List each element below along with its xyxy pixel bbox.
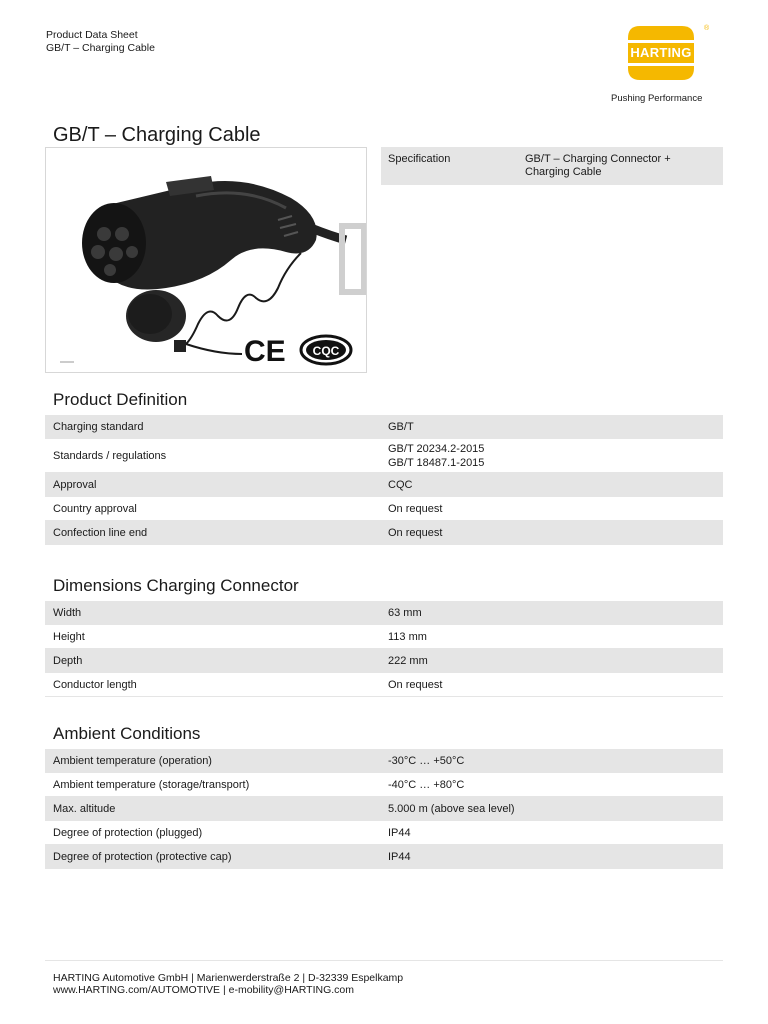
section-heading: Product Definition: [53, 390, 188, 409]
spec-label: Specification: [388, 153, 451, 165]
spec-value-line: GB/T – Charging Connector +: [525, 153, 671, 165]
row-label: Width: [53, 607, 82, 619]
row-label: Ambient temperature (operation): [53, 755, 212, 767]
row-label: Standards / regulations: [53, 449, 167, 462]
certification-marks: [242, 334, 354, 368]
footer-contact: www.HARTING.com/AUTOMOTIVE | e-mobility@HARTING.com: [53, 984, 355, 996]
table-row: [45, 797, 723, 821]
row-value: IP44: [388, 826, 411, 839]
doc-subject: GB/T – Charging Cable: [46, 42, 155, 54]
row-label: Charging standard: [53, 421, 144, 433]
row-label: Approval: [53, 479, 97, 491]
table-row: [45, 625, 723, 649]
cqc-mark-text: CQC: [312, 344, 340, 358]
spec-value: [525, 153, 716, 179]
row-value: GB/T: [388, 421, 414, 433]
logo-tagline: Pushing Performance: [611, 93, 703, 104]
dimensions-section: [45, 576, 723, 697]
logo-brand: HARTING: [630, 45, 692, 60]
table-row: [45, 845, 723, 869]
page-footer: [45, 960, 723, 996]
table-row: [45, 473, 723, 497]
row-value: IP44: [388, 851, 411, 863]
spec-value-line: Charging Cable: [525, 166, 602, 178]
product-definition-section: [45, 390, 723, 545]
row-value: [388, 442, 723, 470]
table-row: [45, 673, 723, 697]
table-row: [45, 749, 723, 773]
row-label: Degree of protection (protective cap): [53, 851, 232, 863]
row-value: On request: [388, 527, 443, 539]
row-value: 222 mm: [388, 655, 428, 667]
section-heading: Ambient Conditions: [53, 724, 201, 743]
table-row: [45, 521, 723, 545]
table-row: [45, 649, 723, 673]
row-label: Depth: [53, 655, 83, 667]
specification-box: [381, 147, 723, 185]
table-row: [45, 415, 723, 439]
row-label: Confection line end: [53, 527, 148, 539]
doc-type: Product Data Sheet: [46, 29, 138, 41]
table-row: [45, 773, 723, 797]
row-label: Max. altitude: [53, 803, 116, 815]
row-label: Ambient temperature (storage/transport): [53, 778, 250, 791]
row-value: CQC: [388, 479, 413, 491]
page-title: GB/T – Charging Cable: [53, 124, 261, 146]
row-value: 63 mm: [388, 607, 422, 619]
row-value: -40°C … +80°C: [388, 778, 465, 791]
table-row: [45, 601, 723, 625]
row-label: Degree of protection (plugged): [53, 826, 203, 839]
row-value: 113 mm: [388, 630, 427, 643]
harting-logo: [608, 22, 718, 108]
table-row: [45, 439, 723, 473]
row-label: Height: [53, 630, 85, 643]
row-label: Conductor length: [53, 678, 137, 691]
table-row: [45, 821, 723, 845]
document-header: [46, 29, 155, 55]
row-value: On request: [388, 678, 443, 691]
footer-address: HARTING Automotive GmbH | Marienwerderstraße 2 | D-32339 Espelkamp: [53, 972, 404, 984]
table-row: [45, 497, 723, 521]
row-value: 5.000 m (above sea level): [388, 803, 515, 815]
row-value: On request: [388, 502, 443, 515]
row-value-line: GB/T 18487.1-2015: [388, 456, 485, 469]
section-heading: Dimensions Charging Connector: [53, 576, 299, 595]
product-photo: [45, 147, 367, 373]
row-value: -30°C … +50°C: [388, 755, 465, 767]
row-label: Country approval: [53, 502, 137, 515]
ce-mark-text: CE: [244, 335, 286, 368]
ambient-conditions-section: [45, 724, 723, 869]
row-value-line: GB/T 20234.2-2015: [388, 442, 485, 455]
logo-registered-mark: ®: [704, 25, 710, 32]
